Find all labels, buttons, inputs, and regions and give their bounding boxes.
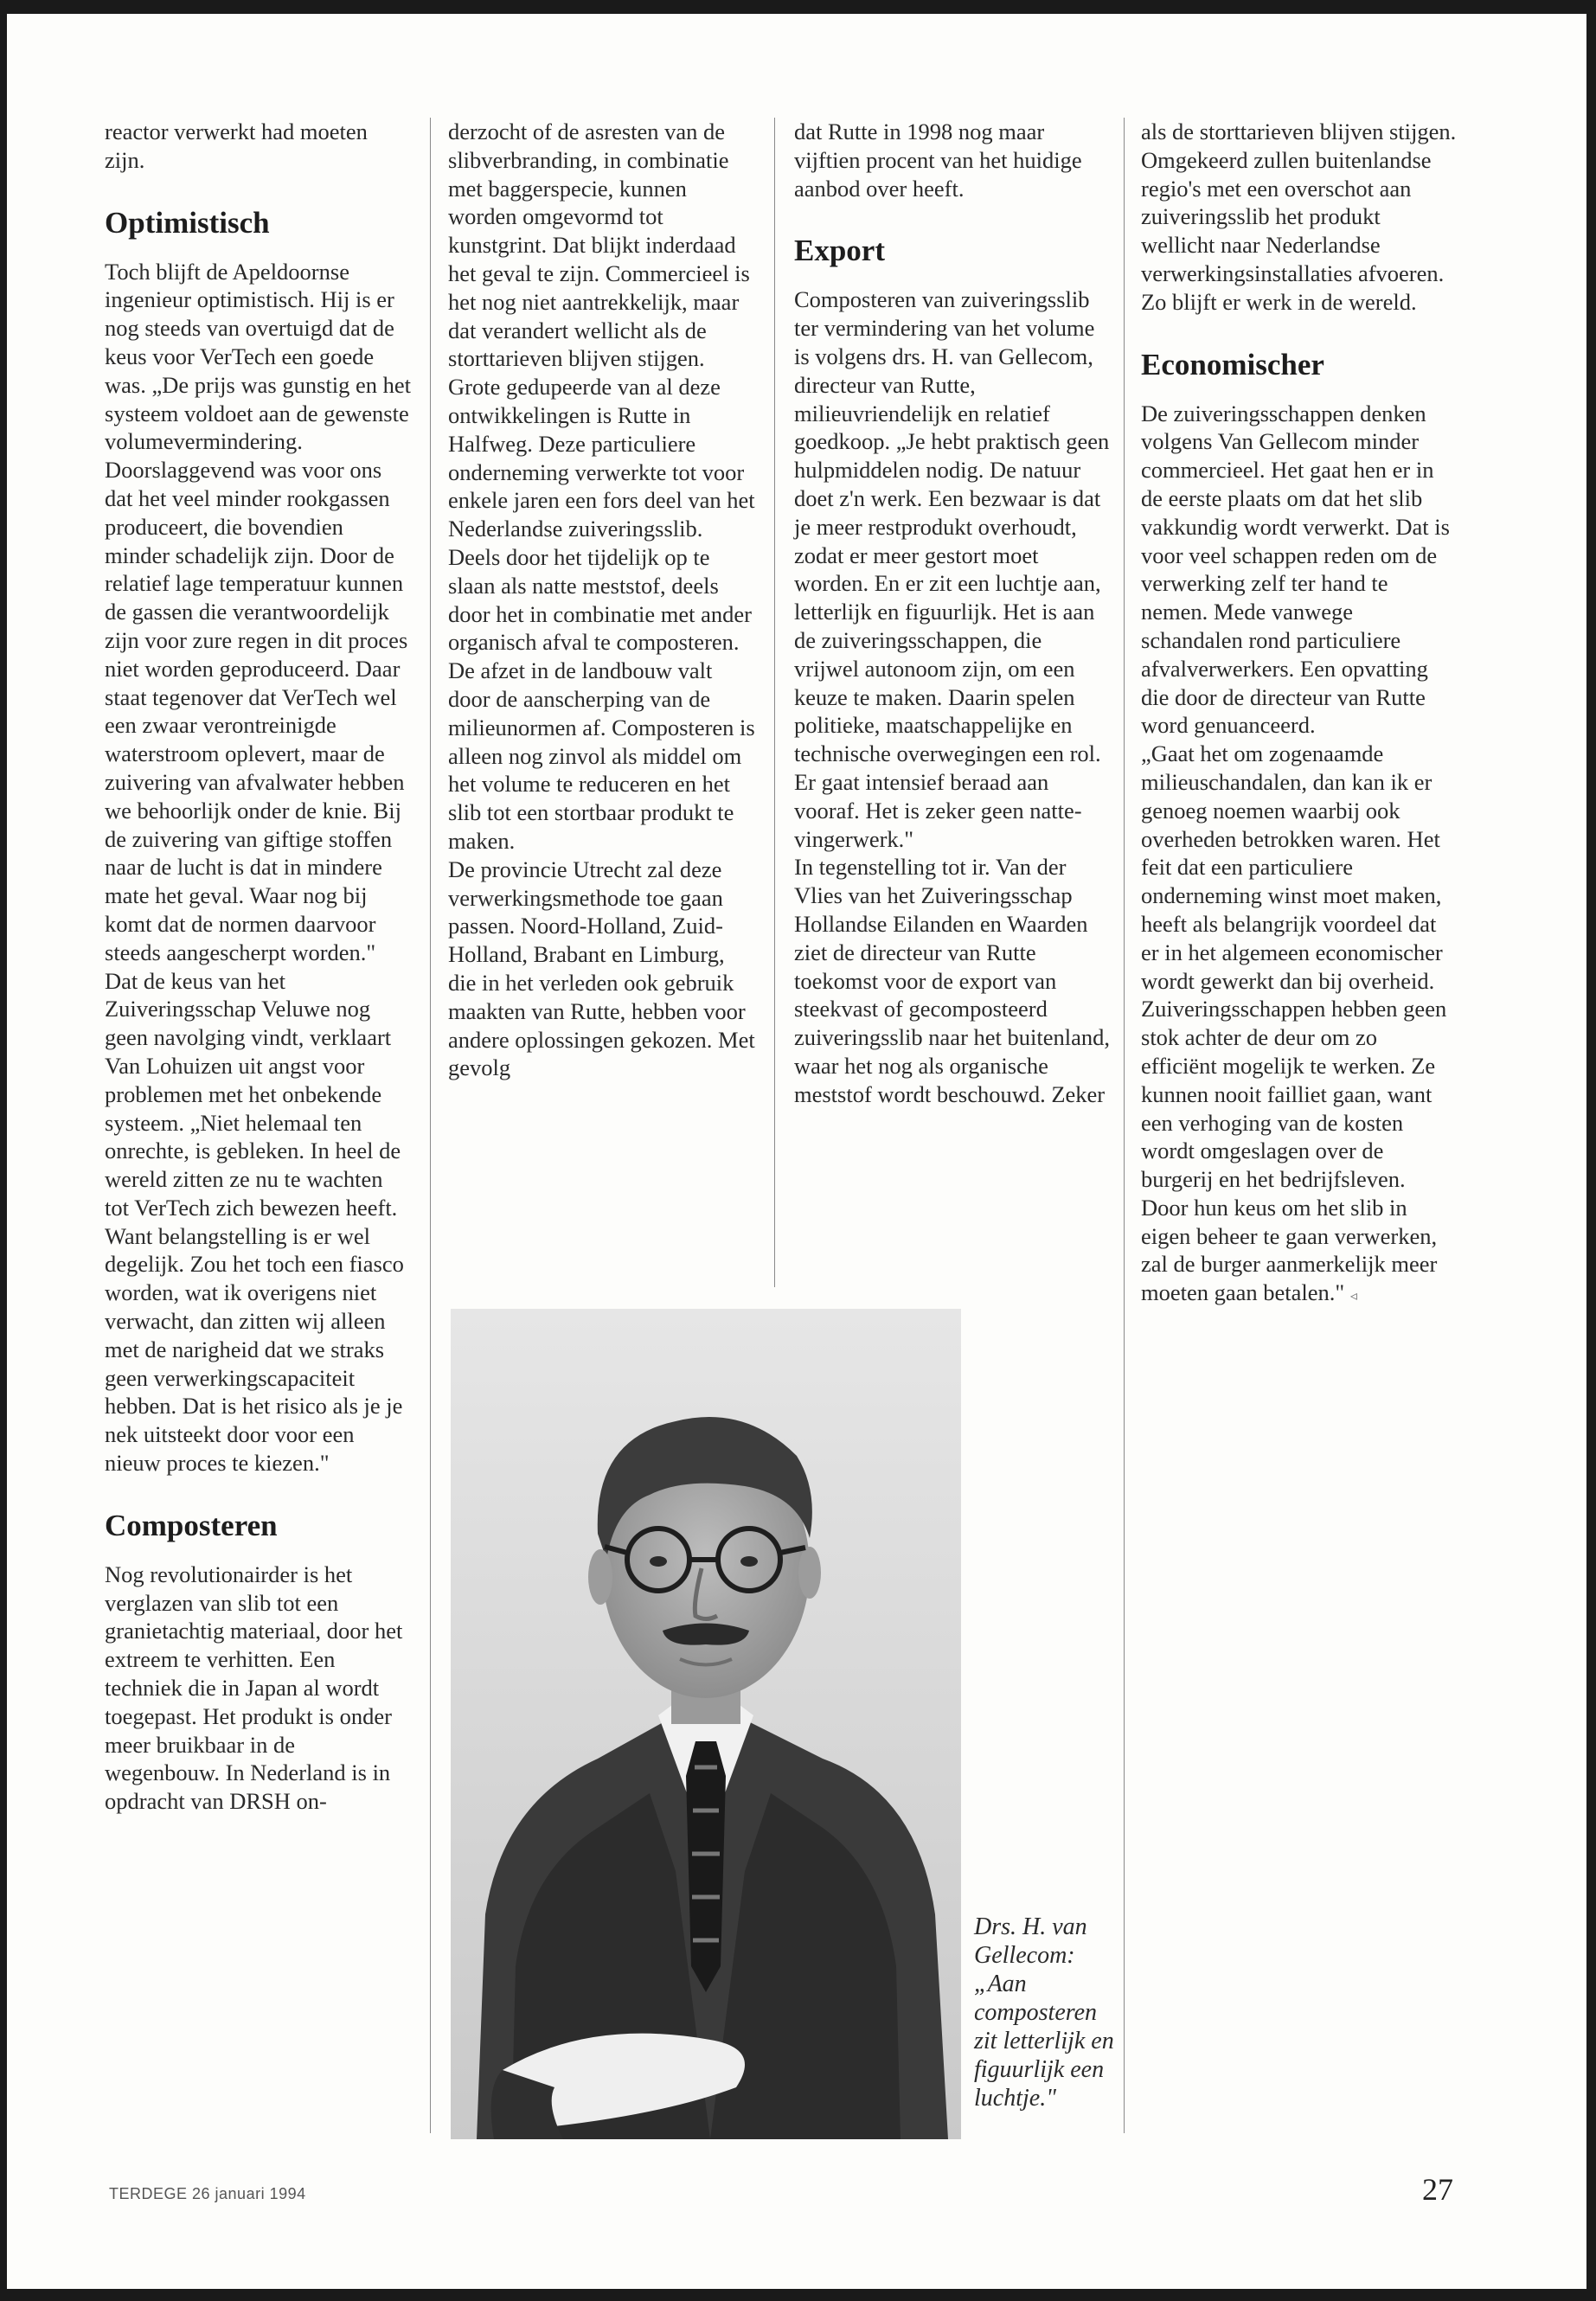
article-paragraph: Composteren van zuiveringsslib ter vermindering van het volume is volgens drs. H. van Gellecom, directeur van Rutte, milieuvriendelijk en relatief goedkoop. „Je hebt praktisch geen hulpmiddelen nodig. De natuur doet z'n werk. Een bezwaar is dat je meer restprodukt overhoudt, zodat er meer gestort moet worden. En er zit een luchtje aan, letterlijk en figuurlijk. Het is aan de zuiveringsschappen, die vrijwel autonoom zijn, om een keuze te maken. Daarin spelen politieke, maatschappelijke en technische overwegingen een rol. Er gaat intensief beraad aan vooraf. Het is zeker geen natte-vingerwerk." bbox=[794, 286, 1110, 852]
article-column-1 bbox=[105, 118, 412, 1816]
end-mark-icon: ◃ bbox=[1349, 1289, 1357, 1304]
article-column-2 bbox=[448, 118, 756, 1082]
article-paragraph: De provincie Utrecht zal deze verwerkingsmethode toe gaan passen. Noord-Holland, Zuid-Holland, Brabant en Limburg, die in het verleden ook gebruik maakten van Rutte, hebben voor andere oplossingen gekozen. Met gevolg bbox=[448, 856, 755, 1081]
article-column-3 bbox=[794, 118, 1111, 1109]
article-paragraph: derzocht of de asresten van de slibverbranding, in combinatie met baggerspecie, kunnen worden omgevormd tot kunstgrint. Dat blijkt inderdaad het geval te zijn. Commercieel is het nog niet aantrekkelijk, maar dat verandert wellicht als de storttarieven blijven stijgen. bbox=[448, 119, 750, 372]
article-paragraph: Nog revolutionairder is het verglazen van slib tot een granietachtig materiaal, door het extreem te verhitten. Een techniek die in Japan al wordt toegepast. Het produkt is onder meer bruikbaar in de wegenbouw. In Nederland is in opdracht van DRSH on- bbox=[105, 1561, 403, 1815]
article-paragraph: reactor verwerkt had moeten zijn. bbox=[105, 119, 368, 173]
portrait-photo bbox=[451, 1309, 961, 2139]
article-paragraph: Grote gedupeerde van al deze ontwikkelingen is Rutte in Halfweg. Deze particuliere onderneming verwerkte tot voor enkele jaren een fors deel van het Nederlandse zuiveringsslib. Deels door het tijdelijk op te slaan als natte meststof, deels door het in combinatie met ander organisch afval te composteren. De afzet in de landbouw valt door de aanscherping van de milieunormen af. Composteren is alleen nog zinvol als middel om het volume te reduceren en het slib tot een stortbaar produkt te maken. bbox=[448, 374, 755, 854]
portrait-illustration bbox=[451, 1309, 961, 2139]
publication-footer: TERDEGE 26 januari 1994 bbox=[109, 2185, 306, 2202]
article-paragraph-text: „Gaat het om zogenaamde milieuschandalen, dan kan ik er genoeg noemen waarbij ook overheden betrokken waren. Het feit dat een particuliere onderneming winst moet maken, heeft als belangrijk voordeel dat er in het algemeen economischer wordt gewerkt dan bij overheid. Zuiveringsschappen hebben geen stok achter de deur om zo efficiënt mogelijk te werken. Ze kunnen nooit failliet gaan, want een verhoging van de kosten wordt omgeslagen over de burgerij en het bedrijfsleven. Door hun keus om het slib in eigen beheer te gaan verwerken, zal de burger aanmerkelijk meer moeten gaan betalen." bbox=[1141, 740, 1447, 1306]
section-heading-composteren: Composteren bbox=[105, 1508, 278, 1542]
article-column-4 bbox=[1141, 118, 1457, 1311]
article-paragraph: De zuiveringsschappen denken volgens Van Gellecom minder commercieel. Het gaat hen er in de eerste plaats om dat het slib vakkundig wordt verwerkt. Dat is voor veel schappen reden om de verwerking zelf ter hand te nemen. Mede vanwege schandalen rond particuliere afvalverwerkers. Een opvatting die door de directeur van Rutte word genuanceerd. bbox=[1141, 400, 1450, 739]
column-divider bbox=[1124, 118, 1125, 2133]
article-paragraph: Dat de keus van het Zuiveringsschap Veluwe nog geen navolging vindt, verklaart Van Lohuizen uit angst voor problemen met het onbekende systeem. „Niet helemaal ten onrechte, is gebleken. In heel de wereld zitten ze nu te wachten tot VerTech zich bewezen heeft. Want belangstelling is er wel degelijk. Zou het toch een fiasco worden, wat ik overigens niet verwacht, dan zitten wij alleen met de narigheid dat we straks geen verwerkingscapaciteit hebben. Dat is het risico als je je nek uitsteekt door voor een nieuw proces te kiezen." bbox=[105, 967, 404, 1477]
magazine-page bbox=[7, 14, 1586, 2289]
article-paragraph: als de storttarieven blijven stijgen. Omgekeerd zullen buitenlandse regio's met een overschot aan zuiveringsslib het produkt wellicht naar Nederlandse verwerkingsinstallaties afvoeren. Zo blijft er werk in de wereld. bbox=[1141, 119, 1457, 315]
article-paragraph bbox=[1141, 740, 1457, 1311]
article-paragraph: Toch blijft de Apeldoornse ingenieur optimistisch. Hij is er nog steeds van overtuigd dat de keus voor VerTech een goede was. „De prijs was gunstig en het systeem voldoet aan de gewenste volumevermindering. Doorslaggevend was voor ons dat het veel minder rookgassen produceert, die bovendien minder schadelijk zijn. Door de relatief lage temperatuur kunnen de gassen die verantwoordelijk zijn voor zure regen in dit proces niet worden geproduceerd. Daar staat tegenover dat VerTech wel een zwaar verontreinigde waterstroom oplevert, maar de zuivering van afvalwater hebben we behoorlijk onder de knie. Bij de zuivering van giftige stoffen naar de lucht is dat in mindere mate het geval. Waar nog bij komt dat de normen daarvoor steeds aangescherpt worden." bbox=[105, 258, 411, 965]
column-divider bbox=[774, 118, 775, 1287]
article-paragraph: In tegenstelling tot ir. Van der Vlies van het Zuiveringsschap Hollandse Eilanden en Waarden ziet de directeur van Rutte toekomst voor de export van steekvast of gecomposteerd zuiveringsslib naar het buitenland, waar het nog als organische meststof wordt beschouwd. Zeker bbox=[794, 854, 1111, 1107]
article-paragraph: dat Rutte in 1998 nog maar vijftien procent van het huidige aanbod over heeft. bbox=[794, 119, 1082, 202]
section-heading-optimistisch: Optimistisch bbox=[105, 205, 270, 240]
section-heading-export: Export bbox=[794, 234, 885, 268]
page-number: 27 bbox=[1422, 2172, 1453, 2207]
photo-caption: Drs. H. van Gellecom: „Aan composteren zit letterlijk en figuurlijk een luchtje." bbox=[974, 1913, 1114, 2112]
section-heading-economischer: Economischer bbox=[1141, 347, 1324, 381]
column-divider bbox=[430, 118, 431, 2133]
